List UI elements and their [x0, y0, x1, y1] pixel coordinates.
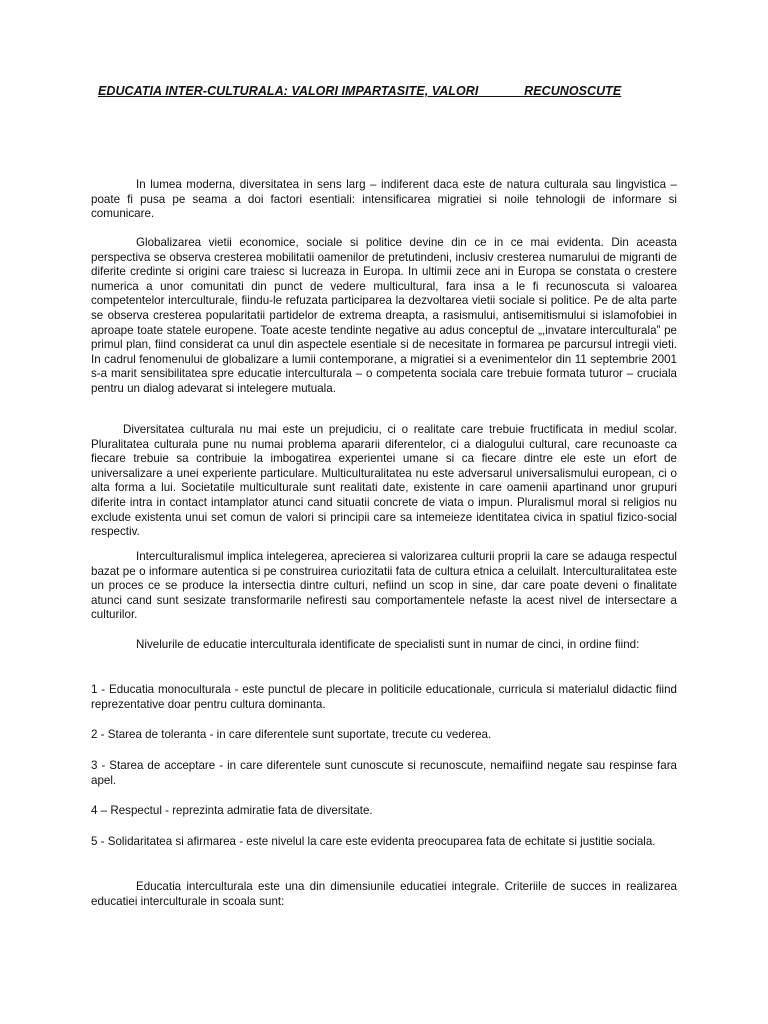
paragraph-text: Diversitatea culturala nu mai este un prejudiciu, ci o realitate care trebuie fructificata in mediul scolar. Pluralitatea culturala pune nu numai problema apararii diferentelor, ci a dialogului cultural, care recunoaste ca fiecare trebuie sa contribuie la imbogatirea experientei umane si ca fiecare dintre ele este un efort de universalizare a unei experiente particulare. Multiculturalitatea nu este adversarul universalismului european, ci o alta forma a lui. Societatile multiculturale sunt realitati date, existente in care oamenii apartinand unor grupuri diferite intra in contact intamplator atunci cand situatii concrete de viata o impun. Pluralismul moral si religios nu exclude existenta unui set comun de valori si principii care sa intemeieze identitatea civica in spatiul fizico-social respectiv.	[91, 423, 677, 539]
paragraph	[91, 236, 677, 397]
list-item-text: 2 - Starea de toleranta - in care diferentele sunt suportate, trecute cu vederea.	[91, 728, 492, 741]
list-item-text: 5 - Solidaritatea si afirmarea - este nivelul la care este evidenta preocuparea fata de echitate si justitie sociala.	[91, 835, 656, 848]
list-item	[91, 835, 677, 850]
paragraph	[91, 423, 677, 540]
paragraph	[91, 638, 677, 653]
list-item	[91, 759, 677, 788]
list-item	[91, 683, 677, 712]
list-item	[91, 728, 677, 743]
paragraph-text: Interculturalismul implica intelegerea, aprecierea si valorizarea culturii proprii la care se adauga respectul bazat pe o informare autentica si pe construirea curiozitatii fata de cultura etnica a celuilalt. Interculturalitatea este un proces ce se produce la intersectia dintre culturi, nefiind un scop in sine, dar care poate deveni o finalitate atunci cand sunt sesizate transformarile nefiresti sau comportamentele nefaste la acest nivel de intersectare a culturilor.	[91, 550, 677, 622]
paragraph	[91, 178, 677, 222]
paragraph-text: In lumea moderna, diversitatea in sens larg – indiferent daca este de natura culturala sau lingvistica – poate fi pusa pe seama a doi factori esentiali: intensificarea migratiei si noile tehnologii de informare si comunicare.	[91, 178, 677, 221]
list-item	[91, 804, 677, 819]
document-title: EDUCATIA INTER-CULTURALA: VALORI IMPARTASITE, VALORI RECUNOSCUTE	[98, 84, 622, 98]
paragraph-text: Globalizarea vietii economice, sociale si politice devine din ce in ce mai evidenta. Din aceasta perspectiva se observa cresterea mobilitatii oamenilor de pretutindeni, inclusiv cresterea numarului de migranti de diferite credinte si origini care traiesc si lucreaza in Europa. In ultimii zece ani in Europa se constata o crestere numerica a unor comunitati din punct de vedere multicultural, fara insa a le fi recunoscuta si valoarea competentelor interculturale, fiindu-le refuzata participarea la dezvoltarea vietii sociale si politice. Pe de alta parte se observa cresterea popularitatii partidelor de extrema dreapta, a rasismului, antisemitismului si islamofobiei in aproape toate statele europene. Toate aceste tendinte negative au adus conceptul de „,invatare interculturala” pe primul plan, fiind considerat ca unul din aspectele esentiale si de necesitate in formarea pe parcursul intregii vieti. In cadrul fenomenului de globalizare a lumii contemporane, a migratiei si a evenimentelor din 11 septembrie 2001 s-a marit sensibilitatea spre educatie interculturala – o competenta sociala care trebuie formata tuturor – cruciala pentru un dialog adevarat si intelegere mutuala.	[91, 236, 677, 395]
paragraph	[91, 880, 677, 909]
list-item-text: 1 - Educatia monoculturala - este punctul de plecare in politicile educationale, curricula si materialul didactic fiind reprezentative doar pentru cultura dominanta.	[91, 683, 677, 711]
list-item-text: 3 - Starea de acceptare - in care diferentele sunt cunoscute si recunoscute, nemaifiind negate sau respinse fara apel.	[91, 759, 677, 787]
paragraph	[91, 550, 677, 623]
list-item-text: 4 – Respectul - reprezinta admiratie fata de diversitate.	[91, 804, 373, 817]
paragraph-text: Nivelurile de educatie interculturala identificate de specialisti sunt in numar de cinci, in ordine fiind:	[136, 638, 640, 651]
paragraph-text: Educatia interculturala este una din dimensiunile educatiei integrale. Criteriile de succes in realizarea educatiei interculturale in scoala sunt:	[91, 880, 677, 908]
